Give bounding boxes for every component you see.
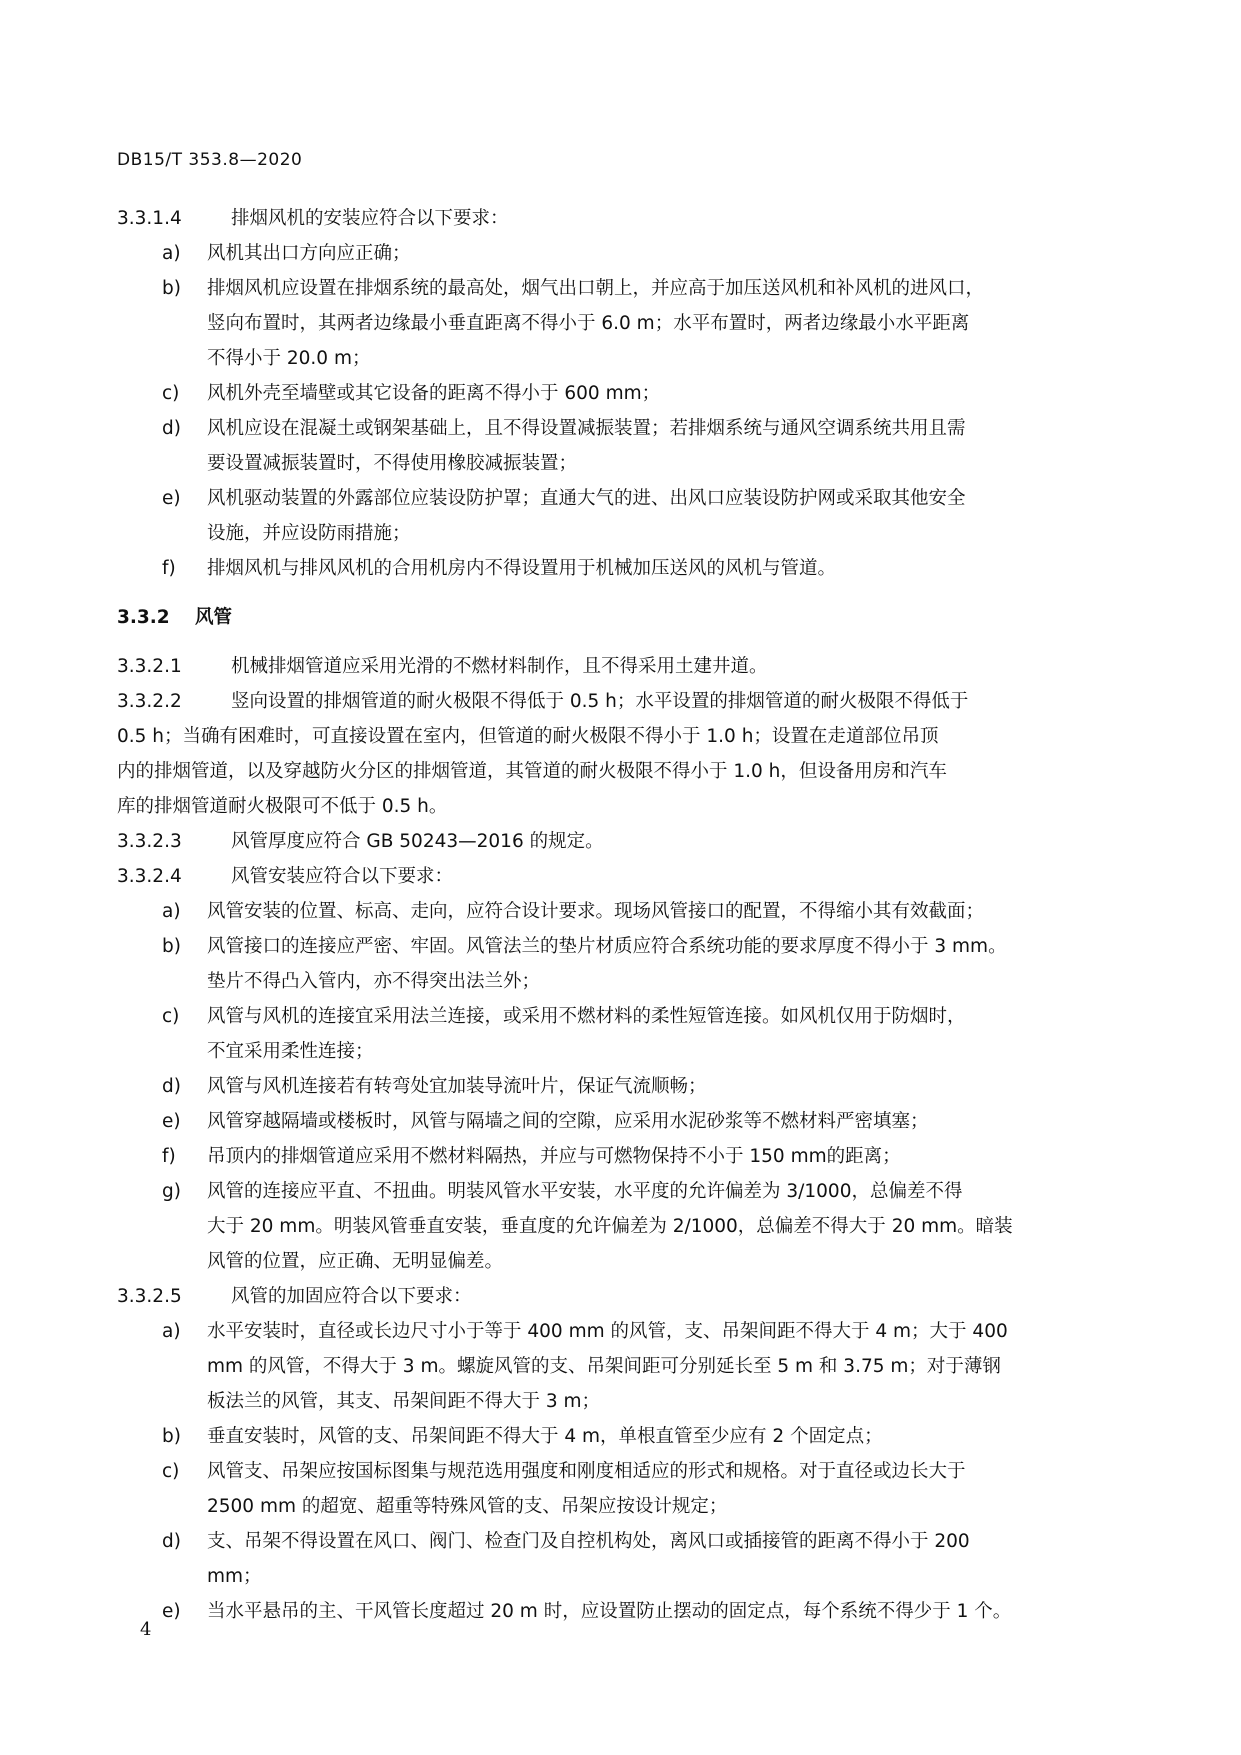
clause-title: 风管安装应符合以下要求：	[231, 866, 454, 887]
list-item	[162, 1174, 1102, 1279]
list-item	[162, 411, 1102, 481]
list-marker: a)	[162, 1321, 181, 1342]
list-item	[162, 1314, 1102, 1419]
list-marker: e)	[162, 1111, 181, 1132]
list-marker: e)	[162, 488, 181, 509]
clause-title: 排烟风机的安装应符合以下要求：	[231, 208, 509, 229]
list-item-line: 要设置减振装置时，不得使用橡胶减振装置；	[207, 453, 578, 474]
list-item-line: 风管支、吊架应按国标图集与规范选用强度和刚度相适应的形式和规格。对于直径或边长大于	[207, 1461, 966, 1482]
list-marker: d)	[162, 1076, 181, 1097]
clause-3-3-2-3	[117, 824, 1102, 859]
list-item-line: 排烟风机与排风风机的合用机房内不得设置用于机械加压送风的风机与管道。	[207, 558, 837, 579]
list-item-line: 风机外壳至墙壁或其它设备的距离不得小于 600 mm；	[207, 383, 661, 404]
clause-3-3-2-5	[117, 1279, 1102, 1629]
list-item-line: 支、吊架不得设置在风口、阀门、检查门及自控机构处，离风口或插接管的距离不得小于 200	[207, 1531, 970, 1552]
page-number: 4	[140, 1619, 152, 1640]
list-item	[162, 551, 1102, 586]
list-marker: c)	[162, 1006, 180, 1027]
list-item-line: 风管穿越隔墙或楼板时，风管与隔墙之间的空隙，应采用水泥砂浆等不燃材料严密填塞；	[207, 1111, 929, 1132]
list-item-line: 不得小于 20.0 m；	[207, 348, 371, 369]
list-item-line: 大于 20 mm。明装风管垂直安装，垂直度的允许偏差为 2/1000，总偏差不得大于 20 mm。暗装	[207, 1216, 1013, 1237]
list-item-line: 风管接口的连接应严密、牢固。风管法兰的垫片材质应符合系统功能的要求厚度不得小于 3 mm。	[207, 936, 1007, 957]
list-item-line: 风管安装的位置、标高、走向，应符合设计要求。现场风管接口的配置，不得缩小其有效截面；	[207, 901, 985, 922]
clause-number: 3.3.2.4	[117, 866, 182, 887]
list-item-line: 风管的位置，应正确、无明显偏差。	[207, 1251, 504, 1272]
list-item	[162, 1139, 1102, 1174]
list-item	[162, 1594, 1102, 1629]
list-item-line: 不宜采用柔性连接；	[207, 1041, 374, 1062]
list-item-line: 风机应设在混凝土或钢架基础上，且不得设置减振装置；若排烟系统与通风空调系统共用且需	[207, 418, 966, 439]
list-item-line: 风管的连接应平直、不扭曲。明装风管水平安装，水平度的允许偏差为 3/1000，总偏差不得	[207, 1181, 963, 1202]
clause-number: 3.3.2.5	[117, 1286, 182, 1307]
clause-text: 风管厚度应符合 GB 50243—2016 的规定。	[231, 831, 604, 852]
list-item-line: 排烟风机应设置在排烟系统的最高处，烟气出口朝上，并应高于加压送风机和补风机的进风口，	[207, 278, 985, 299]
clause-3-3-2-1	[117, 649, 1102, 684]
section-heading-3-3-2	[117, 600, 1102, 635]
list-item-line: 垂直安装时，风管的支、吊架间距不得大于 4 m，单根直管至少应有 2 个固定点；	[207, 1426, 883, 1447]
list-marker: f)	[162, 558, 176, 579]
clause-number: 3.3.2.3	[117, 831, 182, 852]
list-item-line: 竖向布置时，其两者边缘最小垂直距离不得小于 6.0 m；水平布置时，两者边缘最小水平距离	[207, 313, 970, 334]
list-marker: d)	[162, 1531, 181, 1552]
clause-number: 3.3.2.1	[117, 656, 182, 677]
list-marker: a)	[162, 901, 181, 922]
list-item-line: 风机驱动装置的外露部位应装设防护罩；直通大气的进、出风口应装设防护网或采取其他安全	[207, 488, 966, 509]
clause-number: 3.3.2.2	[117, 691, 182, 712]
clause-line: 0.5 h；当确有困难时，可直接设置在室内，但管道的耐火极限不得小于 1.0 h；设置在走道部位吊顶	[117, 726, 939, 747]
list-item	[162, 929, 1102, 999]
list-marker: b)	[162, 1426, 181, 1447]
list-item	[162, 481, 1102, 551]
list-item	[162, 236, 1102, 271]
clause-3-3-2-4	[117, 859, 1102, 1279]
list-item-line: 板法兰的风管，其支、吊架间距不得大于 3 m；	[207, 1391, 601, 1412]
section-number: 3.3.2	[117, 607, 170, 628]
list-item	[162, 1104, 1102, 1139]
list-item	[162, 1069, 1102, 1104]
list-item-line: 风机其出口方向应正确；	[207, 243, 411, 264]
list-item-line: 2500 mm 的超宽、超重等特殊风管的支、吊架应按设计规定；	[207, 1496, 728, 1517]
list-marker: f)	[162, 1146, 176, 1167]
clause-3-3-2-2	[117, 684, 1102, 824]
list-item-line: 吊顶内的排烟管道应采用不燃材料隔热，并应与可燃物保持不小于 150 mm的距离；	[207, 1146, 901, 1167]
clause-number: 3.3.1.4	[117, 208, 182, 229]
list-marker: c)	[162, 383, 180, 404]
list-item	[162, 894, 1102, 929]
list-item-line: mm 的风管，不得大于 3 m。螺旋风管的支、吊架间距可分别延长至 5 m 和 3.75 m；对于薄钢	[207, 1356, 1001, 1377]
list-item-line: 垫片不得凸入管内，亦不得突出法兰外；	[207, 971, 541, 992]
list-marker: c)	[162, 1461, 180, 1482]
list-item	[162, 1524, 1102, 1594]
clause-3-3-1-4	[117, 201, 1102, 586]
list-item-line: 设施，并应设防雨措施；	[207, 523, 411, 544]
list-item-line: 水平安装时，直径或长边尺寸小于等于 400 mm 的风管，支、吊架间距不得大于 4 m；大于 400	[207, 1321, 1008, 1342]
clause-line: 竖向设置的排烟管道的耐火极限不得低于 0.5 h；水平设置的排烟管道的耐火极限不得低于	[231, 691, 969, 712]
list-item	[162, 376, 1102, 411]
list-item-line: 风管与风机的连接宜采用法兰连接，或采用不燃材料的柔性短管连接。如风机仅用于防烟时，	[207, 1006, 966, 1027]
clause-line: 库的排烟管道耐火极限可不低于 0.5 h。	[117, 796, 448, 817]
list-marker: b)	[162, 936, 181, 957]
list-item	[162, 1454, 1102, 1524]
list-item	[162, 1419, 1102, 1454]
section-title: 风管	[195, 607, 233, 628]
list-item-line: 风管与风机连接若有转弯处宜加装导流叶片，保证气流顺畅；	[207, 1076, 707, 1097]
list-marker: g)	[162, 1181, 181, 1202]
list-item-line: 当水平悬吊的主、干风管长度超过 20 m 时，应设置防止摆动的固定点，每个系统不得少于 1 个。	[207, 1601, 1012, 1622]
list-item	[162, 999, 1102, 1069]
list-item-line: mm；	[207, 1566, 262, 1587]
document-body	[117, 201, 1102, 1629]
clause-title: 风管的加固应符合以下要求：	[231, 1286, 472, 1307]
list-marker: e)	[162, 1601, 181, 1622]
list-marker: a)	[162, 243, 181, 264]
list-marker: b)	[162, 278, 181, 299]
standard-code-header: DB15/T 353.8—2020	[117, 150, 303, 170]
list-item	[162, 271, 1102, 376]
clause-line: 内的排烟管道，以及穿越防火分区的排烟管道，其管道的耐火极限不得小于 1.0 h，但设备用房和汽车	[117, 761, 947, 782]
list-marker: d)	[162, 418, 181, 439]
clause-text: 机械排烟管道应采用光滑的不燃材料制作，且不得采用土建井道。	[231, 656, 768, 677]
